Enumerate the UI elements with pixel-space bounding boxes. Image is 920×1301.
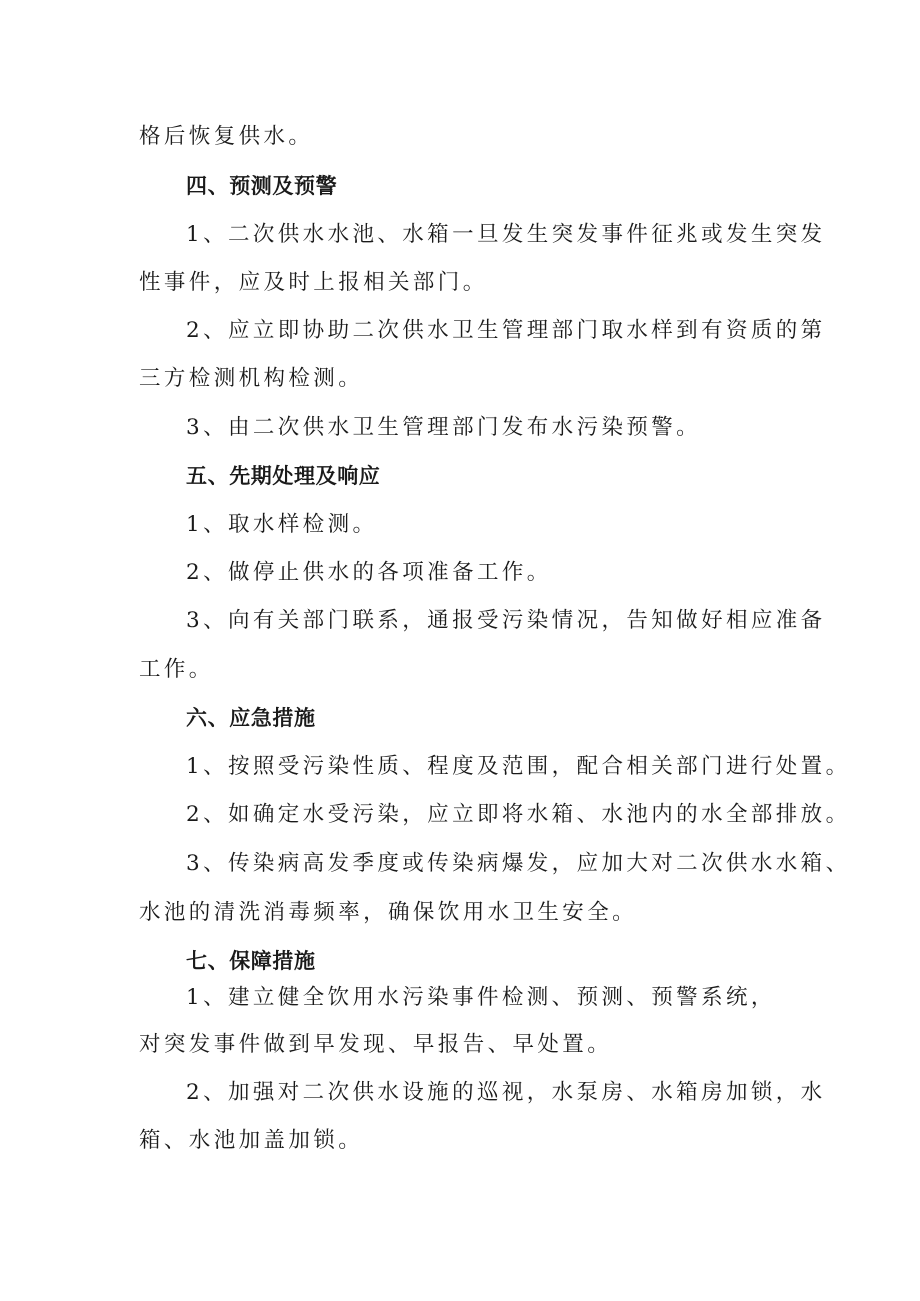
paragraph-continuation: 格后恢复供水。 — [139, 124, 314, 149]
section-heading-initial-response: 五、先期处理及响应 — [186, 464, 381, 488]
paragraph-line: 工作。 — [139, 657, 214, 682]
paragraph-line: 3、向有关部门联系，通报受污染情况，告知做好相应准备 — [186, 608, 826, 633]
paragraph-line: 1、按照受污染性质、程度及范围，配合相关部门进行处置。 — [186, 754, 851, 779]
paragraph-line: 性事件，应及时上报相关部门。 — [139, 270, 488, 295]
paragraph-line: 1、取水样检测。 — [186, 512, 378, 537]
paragraph-line: 水池的清洗消毒频率，确保饮用水卫生安全。 — [139, 900, 638, 925]
paragraph-line: 3、由二次供水卫生管理部门发布水污染预警。 — [186, 415, 702, 440]
paragraph-line: 箱、水池加盖加锁。 — [139, 1128, 364, 1153]
paragraph-line: 2、应立即协助二次供水卫生管理部门取水样到有资质的第 — [186, 318, 826, 343]
section-heading-forecast-warning: 四、预测及预警 — [186, 174, 338, 198]
paragraph-line: 1、二次供水水池、水箱一旦发生突发事件征兆或发生突发 — [186, 222, 826, 247]
section-heading-emergency-measures: 六、应急措施 — [186, 706, 316, 730]
paragraph-line: 三方检测机构检测。 — [139, 366, 364, 391]
paragraph-line: 对突发事件做到早发现、早报告、早处置。 — [139, 1032, 613, 1057]
paragraph-line: 3、传染病高发季度或传染病爆发，应加大对二次供水水箱、 — [186, 851, 851, 876]
paragraph-line: 2、加强对二次供水设施的巡视，水泵房、水箱房加锁，水 — [186, 1080, 826, 1105]
section-heading-safeguard-measures: 七、保障措施 — [186, 949, 316, 973]
paragraph-line: 2、如确定水受污染，应立即将水箱、水池内的水全部排放。 — [186, 802, 851, 827]
paragraph-line: 1、建立健全饮用水污染事件检测、预测、预警系统， — [186, 985, 776, 1010]
paragraph-line: 2、做停止供水的各项准备工作。 — [186, 560, 552, 585]
